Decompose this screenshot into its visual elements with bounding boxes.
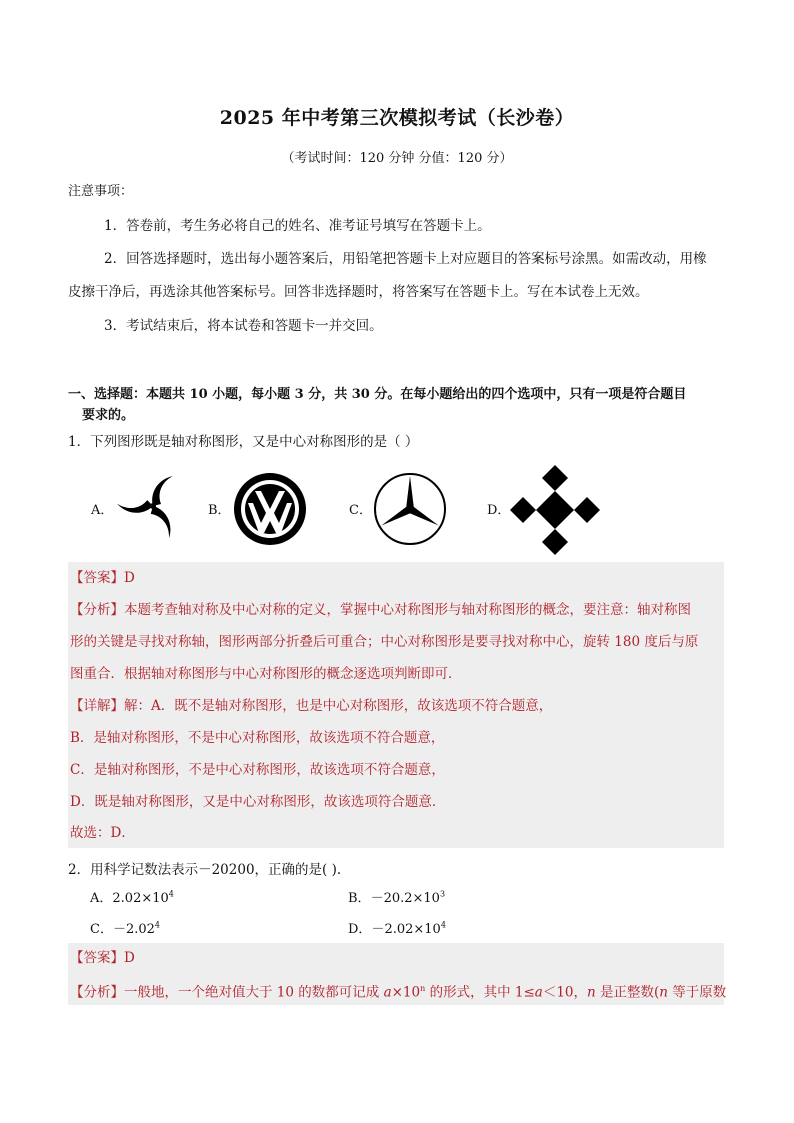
option-c-label: C． (90, 922, 113, 937)
question-1-analysis-line-2: 形的关键是寻找对称轴，图形两部分折叠后可重合；中心对称图形是要寻找对称中心，旋转 180 度后与原 (68, 626, 724, 658)
var-n-sup: n (420, 984, 426, 993)
question-2-analysis (68, 973, 727, 1005)
notice-item-1: 1．答卷前，考生务必将自己的姓名、准考证号填写在答题卡上。 (104, 218, 491, 234)
option-c-exp: 4 (154, 920, 160, 930)
detail-tag: 【详解】 (70, 698, 124, 714)
analysis-lt: ＜10， (542, 984, 588, 1001)
analysis-pre: 一般地，一个绝对值大于 10 的数都可记成 (124, 984, 384, 1001)
notice-item-2-line-2: 皮擦干净后，再选涂其他答案标号。回答非选择题时，将答案写在答题卡上。写在本试卷上无效。 (68, 284, 649, 300)
option-a-label: A． (91, 503, 114, 518)
analysis-tag: 【分析】 (70, 984, 124, 1001)
exam-subtitle: （考试时间：120 分钟 分值：120 分） (281, 151, 513, 166)
option-c-base: －2.02 (112, 922, 155, 937)
option-b-label: B． (208, 503, 231, 518)
analysis-post: 是正整数( (595, 984, 660, 1001)
detail-text-a: 解：A．既不是轴对称图形，也是中心对称图形，故该选项不符合题意， (124, 698, 553, 714)
option-a-exp: 4 (168, 889, 174, 899)
question-1-analysis-line-3: 图重合．根据轴对称图形与中心对称图形的概念逐选项判断即可． (68, 658, 724, 690)
answer-tag: 【答案】 (70, 570, 124, 586)
question-1-answer (68, 562, 724, 594)
analysis-mid: 的形式，其中 1≤ (425, 984, 535, 1001)
question-2-option-a (90, 887, 174, 906)
option-a-label: A． (90, 891, 113, 906)
question-1-detail-a (68, 690, 724, 722)
answer-value: D (124, 950, 135, 966)
exam-title: 2025 年中考第三次模拟考试（长沙卷） (219, 107, 575, 129)
diamond-cross-icon (510, 465, 600, 555)
option-b-label: B． (348, 891, 371, 906)
question-1-detail-c: C．是轴对称图形，不是中心对称图形，故该选项不符合题意， (68, 754, 724, 786)
section-heading-line-2: 要求的。 (82, 408, 135, 423)
option-d-label: D． (487, 503, 511, 518)
question-2-option-c (90, 918, 160, 937)
answer-value: D (124, 570, 135, 586)
mercedes-star-icon (371, 471, 449, 547)
var-a-2: a (534, 984, 543, 1001)
question-1-detail-d: D．既是轴对称图形，又是中心对称图形，故该选项符合题意． (68, 786, 724, 818)
option-d-label: D． (348, 922, 372, 937)
question-1-stem: 1．下列图形既是轴对称图形，又是中心对称图形的是（ ） (68, 434, 419, 450)
question-2-option-b (348, 887, 445, 906)
notice-heading: 注意事项： (68, 184, 134, 199)
question-2-option-d (348, 918, 446, 937)
volkswagen-logo-icon (231, 471, 309, 547)
answer-tag: 【答案】 (70, 950, 124, 966)
option-b-base: －20.2×10 (370, 891, 440, 906)
analysis-end: 等于原数 (667, 984, 727, 1001)
var-a: a (383, 984, 392, 1001)
notice-item-2-line-1: 2．回答选择题时，选出每小题答案后，用铅笔把答题卡上对应题目的答案标号涂黑。如需改动，用橡 (104, 251, 707, 267)
question-1-choose: 故选：D． (68, 818, 724, 848)
question-1-detail-b: B．是轴对称图形，不是中心对称图形，故该选项不符合题意， (68, 722, 724, 754)
option-b-exp: 3 (439, 889, 446, 899)
option-d-exp: 4 (440, 920, 446, 930)
var-n-2: n (659, 984, 668, 1001)
analysis-tag: 【分析】 (70, 602, 124, 618)
var-n: n (587, 984, 596, 1001)
analysis-text-1: 本题考查轴对称及中心对称的定义，掌握中心对称图形与轴对称图形的概念，要注意：轴对称图 (124, 602, 691, 618)
question-2-stem: 2．用科学记数法表示－20200，正确的是( ). (68, 862, 342, 878)
question-1-analysis-line-1 (68, 594, 724, 626)
times-ten: ×10 (391, 984, 421, 1001)
section-heading-line-1: 一、选择题：本题共 10 小题，每小题 3 分，共 30 分。在每小题给出的四个选项中，只有一项是符合题目 (68, 387, 687, 402)
option-d-base: －2.02×10 (371, 922, 441, 937)
notice-item-3: 3．考试结束后，将本试卷和答题卡一并交回。 (104, 318, 383, 334)
question-2-answer (68, 943, 724, 973)
swirl-icon (112, 470, 194, 542)
option-c-label: C． (349, 503, 372, 518)
option-a-base: 2.02×10 (112, 891, 169, 906)
